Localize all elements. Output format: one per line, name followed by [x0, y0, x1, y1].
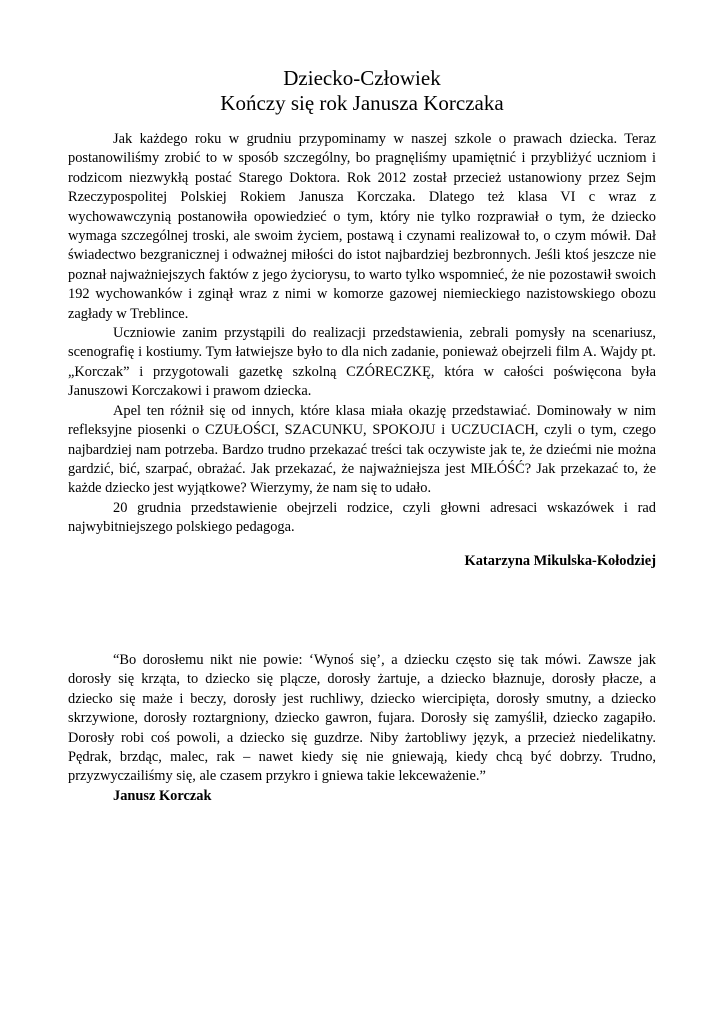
paragraph-1: Jak każdego roku w grudniu przypominamy w naszej szkole o prawach dziecka. Teraz postanowiliśmy zrobić to w sposób szczególny, bo pragnęliśmy upamiętnić i przybliżyć uczniom i rodzicom niezwykłą postać Starego Doktora. Rok 2012 został przecież ustanowiony przez Sejm Rzeczypospolitej Polskiej Rokiem Janusza Korczaka. Dlatego też klasa VI c wraz z wychowawczynią postanowiła opowiedzieć o tym, który nie tylko rozprawiał o tym, że dziecko wymaga szczególnej troski, ale swoim życiem, postawą i czynami realizował to, o czym mówił. Dał świadectwo bezgranicznej i odważnej miłości do istot najbardziej bezbronnych. Jeśli ktoś jeszcze nie poznał najważniejszych faktów z jego życiorysu, to warto tylko wspomnieć, że nie pozostawił swoich 192 wychowanków i zginął wraz z nimi w komorze gazowej niemieckiego nazistowskiego obozu zagłady w Treblince. — [68, 131, 656, 322]
korczak-quote — [68, 651, 656, 806]
article-body — [68, 130, 656, 538]
article-page — [68, 66, 656, 571]
title-block — [68, 66, 656, 116]
paragraph-4: 20 grudnia przedstawienie obejrzeli rodzice, czyli głowni adresaci wskazówek i rad najwybitniejszego polskiego pedagoga. — [68, 499, 656, 536]
paragraph-2: Uczniowie zanim przystąpili do realizacji przedstawienia, zebrali pomysły na scenariusz, scenografię i kostiumy. Tym łatwiejsze było to dla nich zadanie, ponieważ obejrzeli film A. Wajdy pt. „Korczak” i przygotowali gazetkę szkolną CZÓRECZKĘ, która w całości poświęcona była Januszowi Korczakowi i prawom dziecka. — [68, 325, 656, 400]
quote-text: “Bo dorosłemu nikt nie powie: ‘Wynoś się’, a dziecku często się tak mówi. Zawsze jak dorosły się krząta, to dziecko się plącze, dorosły żartuje, a dziecko błaznuje, dorosły płacze, a dziecko się maże i beczy, dorosły jest ruchliwy, dziecko wiercipięta, dorosły smutny, a dziecko skrzywione, dorosły roztargniony, dziecko gawron, fujara. Dorosły się zamyślił, dziecko zagapiło. Dorosły robi coś powoli, a dziecko się guzdrze. Niby żartobliwy język, a przecież niedelikatny. Pędrak, brzdąc, malec, rak – nawet kiedy się nie gniewają, kiedy chcą być dobrzy. Trudno, przyzwyczailiśmy się, ale czasem przykro i gniewa takie lekceważenie.” — [68, 652, 656, 785]
quote-author: Janusz Korczak — [113, 787, 212, 804]
paragraph-3: Apel ten różnił się od innych, które klasa miała okazję przedstawiać. Dominowały w nim refleksyjne piosenki o CZUŁOŚCI, SZACUNKU, SPOKOJU i UCZUCIACH, czyli o tym, czego najbardziej nam potrzeba. Bardzo trudno przekazać treści tak oczywiste jak te, że dziećmi nie można gardzić, bić, szarpać, obrażać. Jak przekazać, że najważniejsza jest MIŁÓŚĆ? Jak przekazać to, że każde dziecko jest wyjątkowe? Wierzymy, że nam się to udało. — [68, 402, 656, 497]
document-title: Dziecko-Człowiek — [283, 66, 441, 90]
article-author: Katarzyna Mikulska-Kołodziej — [464, 552, 656, 569]
document-subtitle: Kończy się rok Janusza Korczaka — [220, 91, 504, 115]
